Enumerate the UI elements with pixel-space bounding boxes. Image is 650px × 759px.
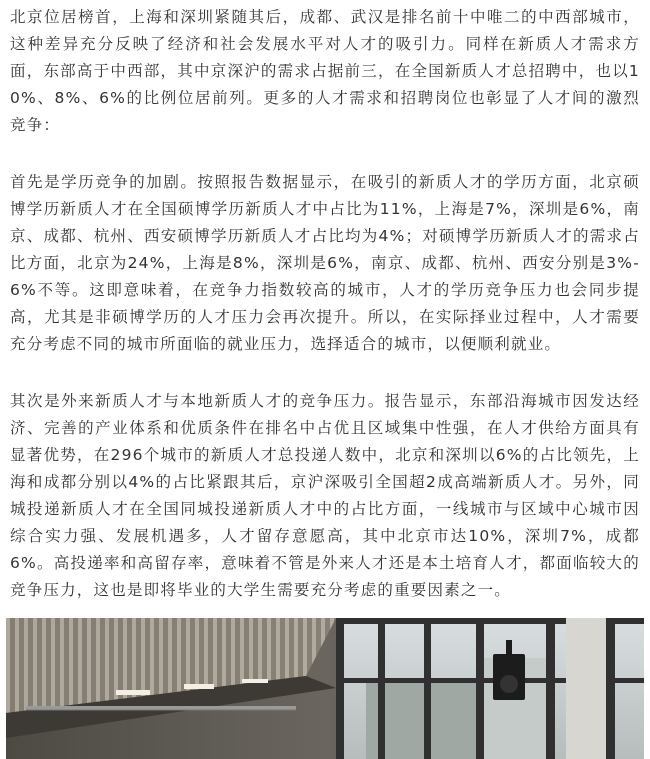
paragraph-3: 其次是外来新质人才与本地新质人才的竞争压力。报告显示，东部沿海城市因发达经济、完善的产业体系和优质条件在排名中占优且区域集中性强，在人才供给方面具有显著优势，在296个城市的新质人才总投递人数中，北京和深圳以6%的占比领先，上海和成都分别以4%的占比紧跟其后，京沪深吸引全国超2成高端新质人才。另外，同城投递新质人才在全国同城投递新质人才中的占比方面，一线城市与区域中心城市因综合实力强、发展机遇多，人才留存意愿高，其中北京市达10%，深圳7%，成都6%。高投递率和高留存率，意味着不管是外来人才还是本土培育人才，都面临较大的竞争压力，这也是即将毕业的大学生需要充分考虑的重要因素之一。	[10, 392, 640, 599]
interior-photo	[6, 618, 644, 759]
photo-icon	[6, 618, 644, 759]
paragraph-2: 首先是学历竞争的加剧。按照报告数据显示，在吸引的新质人才的学历方面，北京硕博学历新质人才在全国硕博学历新质人才中占比为11%，上海是7%，深圳是6%，南京、成都、杭州、西安硕博学历新质人才占比均为4%；对硕博学历新质人才的需求占比方面，北京为24%，上海是8%，深圳是6%，南京、成都、杭州、西安分别是3%-6%不等。这即意味着，在竞争力指数较高的城市，人才的学历竞争压力也会同步提高，尤其是非硕博学历的人才压力会再次提升。所以，在实际择业过程中，人才需要充分考虑不同的城市所面临的就业压力，选择适合的城市，以便顺利就业。	[10, 173, 640, 353]
article-body	[10, 4, 640, 634]
paragraph-1: 北京位居榜首，上海和深圳紧随其后，成都、武汉是排名前十中唯二的中西部城市，这种差异充分反映了经济和社会发展水平对人才的吸引力。同样在新质人才需求方面，东部高于中西部，其中京深沪的需求占据前三，在全国新质人才总招聘中，也以10%、8%、6%的比例位居前列。更多的人才需求和招聘岗位也彰显了人才间的激烈竞争：	[10, 8, 640, 134]
